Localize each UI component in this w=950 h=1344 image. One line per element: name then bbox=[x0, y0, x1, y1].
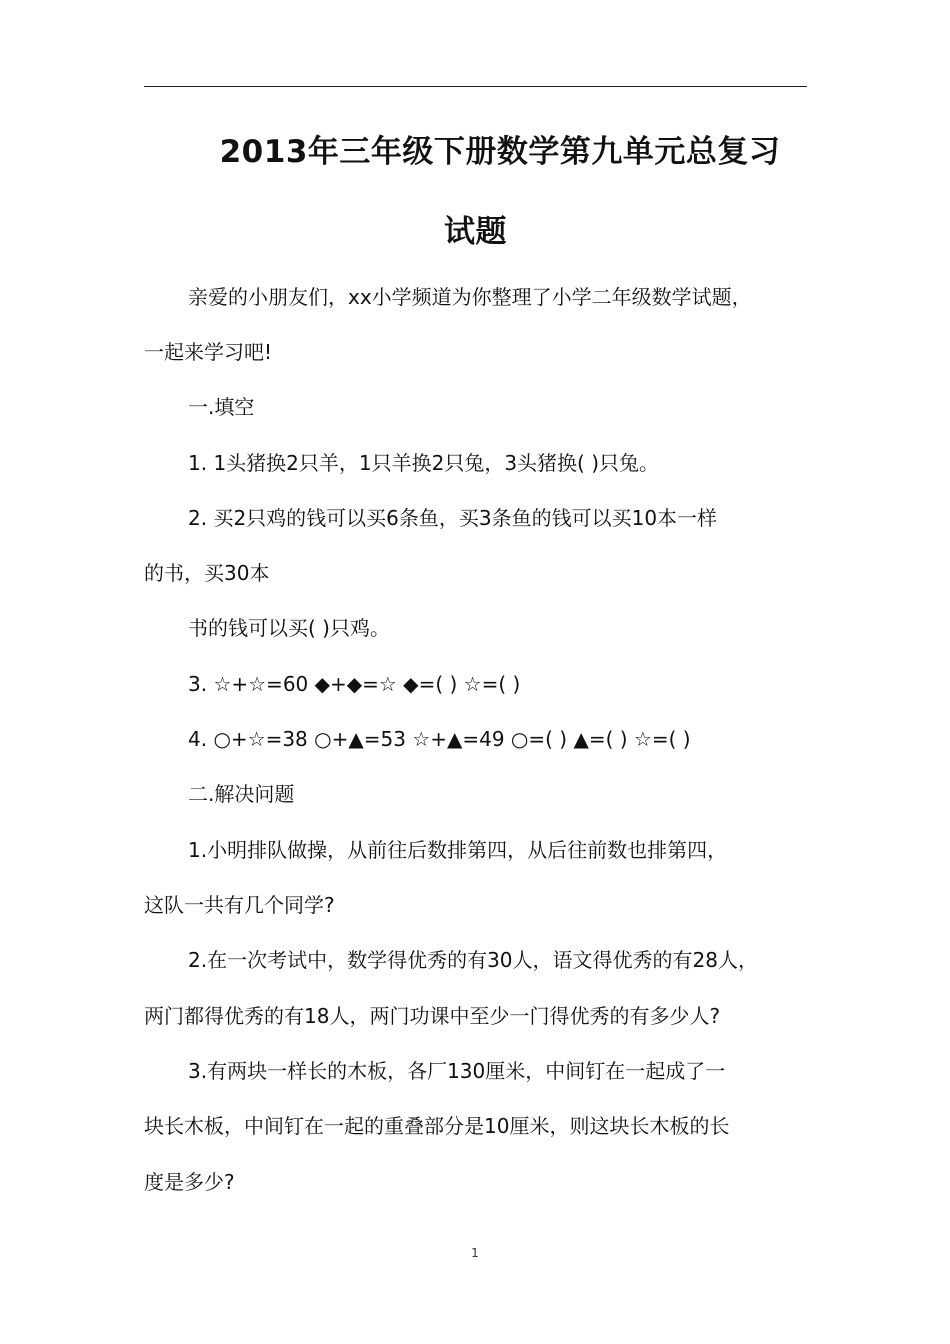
problem-3-line-2: 块长木板，中间钉在一起的重叠部分是10厘米，则这块长木板的长 bbox=[144, 1114, 730, 1138]
header-rule bbox=[144, 86, 807, 87]
question-4: 4. ○+☆=38 ○+▲=53 ☆+▲=49 ○=( ) ▲=( ) ☆=( ) bbox=[188, 727, 691, 751]
question-1: 1. 1头猪换2只羊，1只羊换2只兔，3头猪换( )只兔。 bbox=[188, 451, 660, 475]
question-2-line-3: 书的钱可以买( )只鸡。 bbox=[188, 616, 390, 640]
problem-3-line-1: 3.有两块一样长的木板，各厂130厘米，中间钉在一起成了一 bbox=[188, 1059, 726, 1083]
problem-1-line-2: 这队一共有几个同学? bbox=[144, 893, 335, 917]
problem-1-line-1: 1.小明排队做操，从前往后数排第四，从后往前数也排第四， bbox=[188, 838, 728, 862]
section-heading-fill-blank: 一.填空 bbox=[188, 395, 255, 419]
problem-2-line-2: 两门都得优秀的有18人，两门功课中至少一门得优秀的有多少人? bbox=[144, 1004, 721, 1028]
section-heading-problem-solving: 二.解决问题 bbox=[188, 782, 295, 806]
document-title-line-1: 2013年三年级下册数学第九单元总复习 bbox=[219, 134, 781, 170]
page-number: 1 bbox=[471, 1246, 479, 1260]
question-2-line-1: 2. 买2只鸡的钱可以买6条鱼，买3条鱼的钱可以买10本一样 bbox=[188, 506, 718, 530]
intro-line-1: 亲爱的小朋友们，xx小学频道为你整理了小学二年级数学试题， bbox=[188, 285, 752, 309]
question-2-line-2: 的书，买30本 bbox=[144, 561, 270, 585]
problem-3-line-3: 度是多少? bbox=[144, 1170, 235, 1194]
document-title-line-2: 试题 bbox=[444, 214, 507, 250]
intro-line-2: 一起来学习吧! bbox=[144, 340, 273, 364]
problem-2-line-1: 2.在一次考试中，数学得优秀的有30人，语文得优秀的有28人， bbox=[188, 948, 758, 972]
question-3: 3. ☆+☆=60 ◆+◆=☆ ◆=( ) ☆=( ) bbox=[188, 672, 521, 696]
